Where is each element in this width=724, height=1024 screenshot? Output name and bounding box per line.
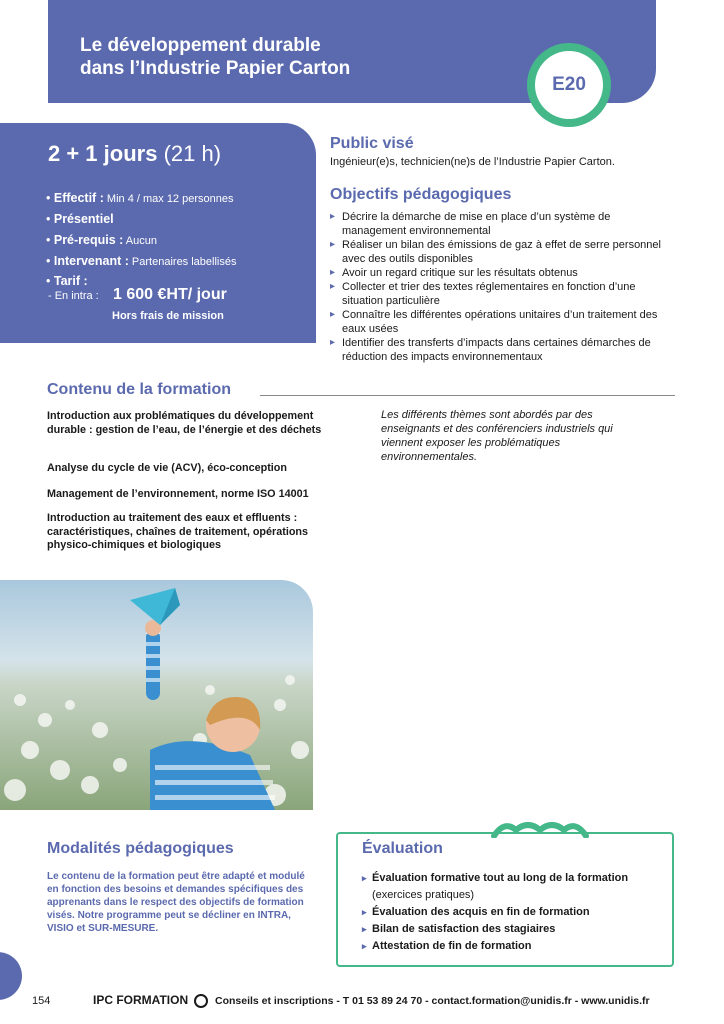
info-tarif: • Tarif : <box>46 274 88 288</box>
duration-days: 2 + 1 jours <box>48 141 158 166</box>
evaluation-item: ▸ Évaluation des acquis en fin de formation <box>362 904 662 921</box>
info-intervenant: • Intervenant : Partenaires labellisés <box>46 254 237 268</box>
info-presentiel: • Présentiel <box>46 212 114 226</box>
presentiel-label: Présentiel <box>53 212 114 226</box>
objectif-item: ▸ Décrire la démarche de mise en place d’un système de management environnemental <box>330 210 670 238</box>
contenu-item: Introduction au traitement des eaux et effluents : caractéristiques, chaînes de traitement, opérations physico-chimiques et biologiques <box>47 512 309 551</box>
contenu-item: Management de l’environnement, norme ISO 14001 <box>47 488 309 500</box>
evaluation-item-sub: (exercices pratiques) <box>372 889 475 901</box>
objectifs-heading: Objectifs pédagogiques <box>330 186 512 203</box>
effectif-label: Effectif : <box>53 191 104 205</box>
evaluation-item: ▸ Attestation de fin de formation <box>362 938 662 955</box>
tarif-price: 1 600 €HT/ jour <box>113 286 227 303</box>
course-code: E20 <box>535 51 603 119</box>
ipc-logo-icon <box>194 994 208 1008</box>
info-prerequis: • Pré-requis : Aucun <box>46 233 157 247</box>
page-number: 154 <box>32 995 51 1007</box>
public-text: Ingénieur(e)s, technicien(ne)s de l’Industrie Papier Carton. <box>330 156 615 168</box>
intervenant-value: Partenaires labellisés <box>128 256 237 268</box>
evaluation-item: ▸ Bilan de satisfaction des stagiaires <box>362 921 662 938</box>
evaluation-list <box>362 870 662 955</box>
footer-contact: Conseils et inscriptions - T 01 53 89 24 70 - contact.formation@unidis.fr - www.unidis.fr <box>215 995 650 1007</box>
contenu-note: Les différents thèmes sont abordés par des enseignants et des conférenciers industriels qui viennent exposer les problématiques environnementales. <box>381 409 613 463</box>
duration <box>48 140 221 168</box>
footer-brand <box>93 993 208 1008</box>
objectifs-list <box>330 210 670 364</box>
objectif-item: ▸ Collecter et trier des textes réglementaires en fonction d’une situation particulière <box>330 280 670 308</box>
brand-name: IPC FORMATION <box>93 993 189 1007</box>
title-line-2: dans l’Industrie Papier Carton <box>80 58 351 79</box>
contenu-heading: Contenu de la formation <box>47 381 231 398</box>
page-number-circle <box>0 952 22 1000</box>
modalites-heading: Modalités pédagogiques <box>47 840 234 857</box>
contenu-item: Analyse du cycle de vie (ACV), éco-conception <box>47 462 287 474</box>
intervenant-label: Intervenant : <box>53 254 129 268</box>
contenu-item: Introduction aux problématiques du développement durable : gestion de l’eau, de l’énergie et des déchets <box>47 410 322 436</box>
effectif-value: Min 4 / max 12 personnes <box>103 193 234 205</box>
page-title <box>80 34 440 80</box>
objectif-item: ▸ Connaître les différentes opérations unitaires d’un traitement des eaux usées <box>330 308 670 336</box>
contenu-divider <box>260 395 675 396</box>
prerequis-label: Pré-requis : <box>53 233 124 247</box>
evaluation-item <box>362 870 662 904</box>
evaluation-heading: Évaluation <box>362 840 443 857</box>
objectif-item: ▸ Identifier des transferts d’impacts dans certaines démarches de réduction des impacts environnementaux <box>330 336 670 364</box>
evaluation-wave-decoration <box>490 818 590 838</box>
child-paper-plane-photo <box>0 580 313 810</box>
info-effectif: • Effectif : Min 4 / max 12 personnes <box>46 191 234 205</box>
public-heading: Public visé <box>330 135 414 152</box>
title-line-1: Le développement durable <box>80 35 321 56</box>
course-code-badge <box>527 43 611 127</box>
tarif-note: Hors frais de mission <box>112 310 224 322</box>
objectif-item: ▸ Avoir un regard critique sur les résultats obtenus <box>330 266 670 280</box>
tarif-intra: - En intra : <box>48 290 99 302</box>
prerequis-value: Aucun <box>123 235 157 247</box>
modalites-text: Le contenu de la formation peut être adapté et modulé en fonction des besoins et demandes spécifiques des apprenants dans le respect des objectifs de formation visés. Notre programme peut se décliner en INTRA, VISIO et SUR-MESURE. <box>47 871 305 934</box>
evaluation-item-text: Évaluation formative tout au long de la formation <box>372 872 629 884</box>
duration-hours: (21 h) <box>157 141 222 166</box>
tarif-label: Tarif : <box>53 274 88 288</box>
objectif-item: ▸ Réaliser un bilan des émissions de gaz à effet de serre personnel avec des outils disponibles <box>330 238 670 266</box>
